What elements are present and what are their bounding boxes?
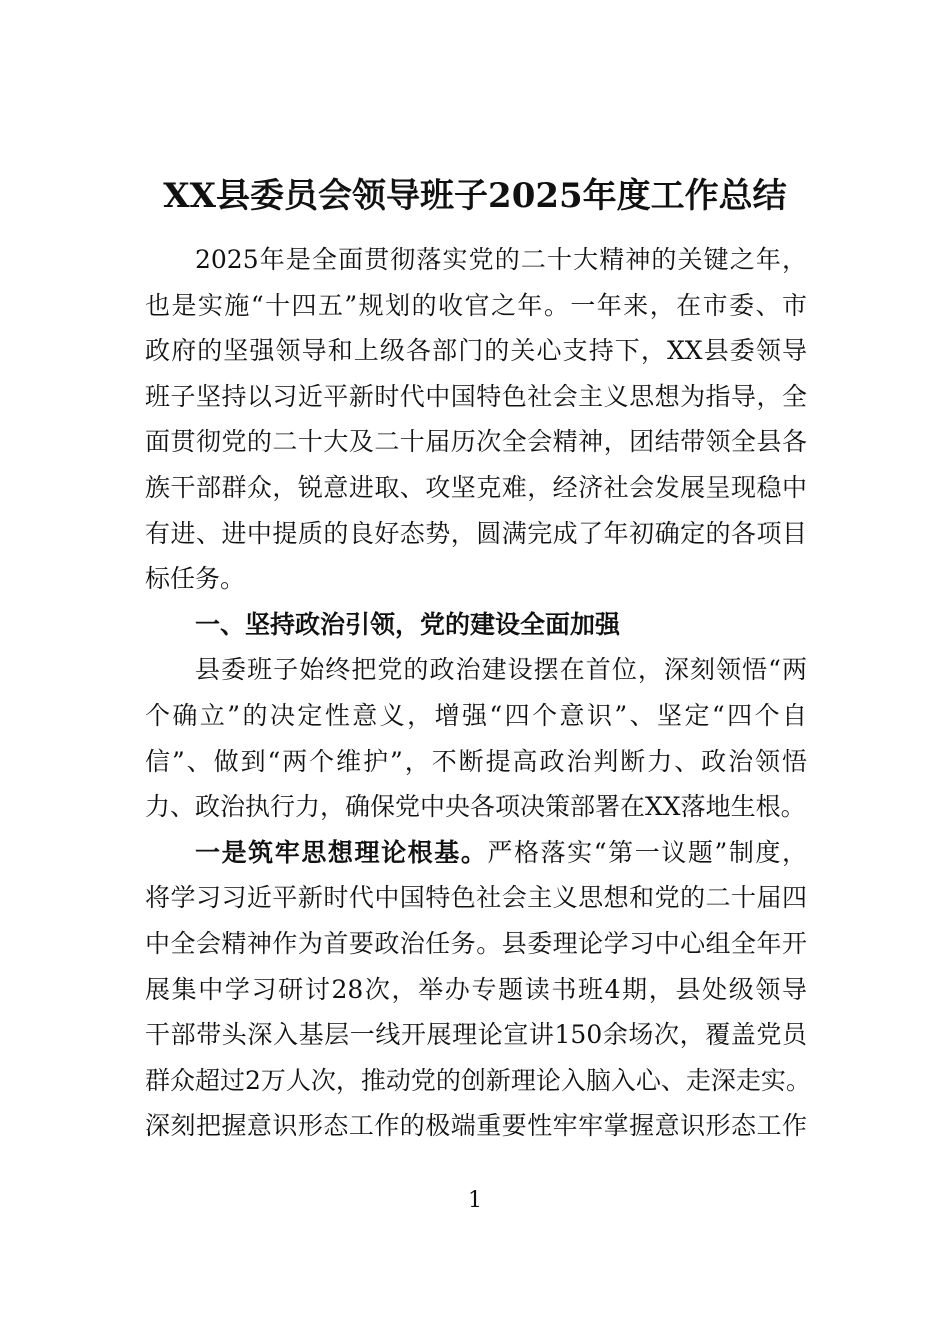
- text-line: 中全会精神作为首要政治任务。县委理论学习中心组全年开: [145, 928, 807, 958]
- document-body: [145, 237, 811, 1149]
- text-line: 干部带头深入基层一线开展理论宣讲150余场次，覆盖党员: [145, 1020, 807, 1050]
- text-line: 族干部群众，锐意进取、攻坚克难，经济社会发展呈现稳中: [145, 472, 807, 502]
- paragraph: [145, 647, 807, 829]
- text-line: 2025年是全面贯彻落实党的二十大精神的关键之年，: [195, 245, 807, 274]
- page-number: 1: [468, 1188, 482, 1213]
- text-line: 政府的坚强领导和上级各部门的关心支持下，XX县委领导: [145, 336, 807, 366]
- paragraph: [145, 237, 807, 602]
- text-line: 有进、进中提质的良好态势，圆满完成了年初确定的各项目: [145, 518, 807, 548]
- text-line: 面贯彻党的二十大及二十届历次全会精神，团结带领全县各: [145, 427, 807, 457]
- paragraph: [145, 830, 811, 1149]
- text-line: 标任务。: [145, 564, 246, 594]
- text-line: [145, 830, 807, 876]
- section-heading: [145, 602, 807, 648]
- text-line: 班子坚持以习近平新时代中国特色社会主义思想为指导，全: [145, 381, 807, 411]
- text-line: 群众超过2万人次，推动党的创新理论入脑入心、走深走实。: [145, 1065, 811, 1095]
- text-line: 展集中学习研讨28次，举办专题读书班4期，县处级领导: [145, 974, 807, 1004]
- text-line: 一、坚持政治引领，党的建设全面加强: [195, 609, 621, 639]
- text-line: 力、政治执行力，确保党中央各项决策部署在XX落地生根。: [145, 792, 806, 822]
- lead-phrase: 一是筑牢思想理论根基。: [195, 837, 488, 867]
- text-line: 将学习习近平新时代中国特色社会主义思想和党的二十届四: [145, 883, 807, 913]
- text-line: 县委班子始终把党的政治建设摆在首位，深刻领悟“两: [195, 655, 807, 685]
- text-line: 个确立”的决定性意义，增强“四个意识”、坚定“四个自: [145, 700, 807, 730]
- text-line: 信”、做到“两个维护”，不断提高政治判断力、政治领悟: [145, 746, 807, 776]
- text-line: 深刻把握意识形态工作的极端重要性牢牢掌握意识形态工作: [145, 1111, 807, 1141]
- lead-text: 严格落实“第一议题”制度，: [487, 837, 807, 867]
- text-line: 也是实施“十四五”规划的收官之年。一年来，在市委、市: [145, 290, 807, 320]
- document-title: XX县委员会领导班子2025年度工作总结: [163, 176, 787, 216]
